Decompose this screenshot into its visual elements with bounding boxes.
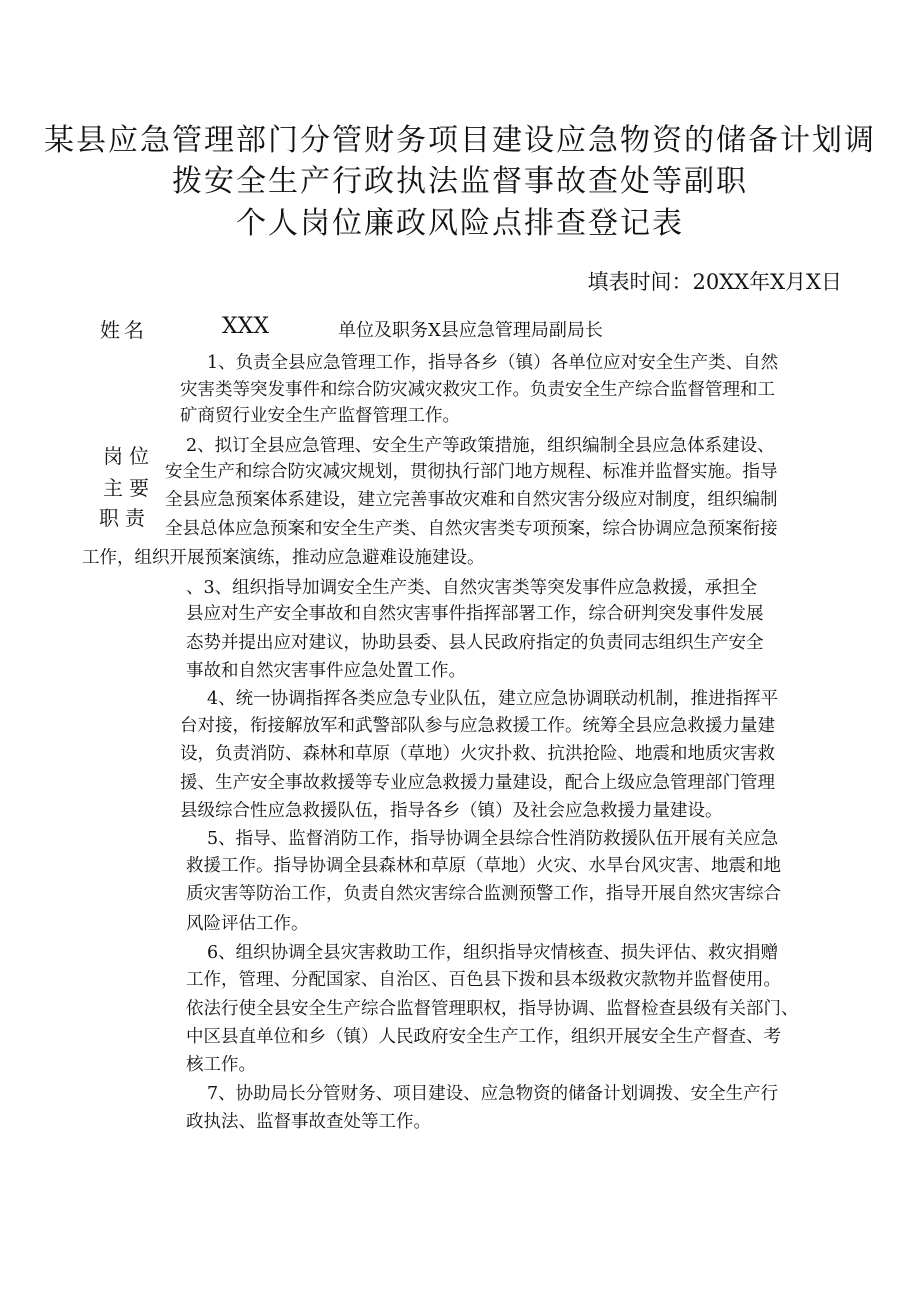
duty-line: 7、协助局长分管财务、项目建设、应急物资的储备计划调拨、安全生产行	[207, 1084, 779, 1104]
duty-line: 依法行使全县安全生产综合监督管理职权，指导协调、监督检查县级有关部门、	[186, 999, 799, 1019]
duty-line: 县应对生产安全事故和自然灾害事件指挥部署工作，综合研判突发事件发展	[186, 604, 764, 624]
duty-line: 矿商贸行业安全生产监督管理工作。	[180, 406, 460, 426]
duty-line: 设，负责消防、森林和草原（草地）火灾扑救、抗洪抢险、地震和地质灾害救	[180, 744, 775, 764]
duty-line: 全县总体应急预案和安全生产类、自然灾害类专项预案，综合协调应急预案衔接	[165, 519, 778, 539]
duty-line: 全县应急预案体系建设，建立完善事故灾难和自然灾害分级应对制度，组织编制	[165, 490, 778, 510]
name-value: XXX	[222, 314, 269, 339]
duty-line: 2、拟订全县应急管理、安全生产等政策措施，组织编制全县应急体系建设、	[186, 436, 775, 456]
duty-line: 安全生产和综合防灾减灾规划，贯彻执行部门地方规程、标准并监督实施。指导	[165, 462, 778, 482]
duty-line: 6、组织协调全县灾害救助工作，组织指导灾情核查、损失评估、救灾捐赠	[207, 943, 779, 963]
duty-line: 风险评估工作。	[186, 914, 309, 934]
side-label-2: 主要	[103, 476, 155, 500]
fill-date: 填表时间：20XX年X月X日	[587, 270, 842, 294]
unit-position: 单位及职务X县应急管理局副局长	[338, 320, 603, 341]
side-label-1: 岗位	[103, 444, 155, 468]
duty-line: 5、指导、监督消防工作，指导协调全县综合性消防救援队伍开展有关应急	[207, 829, 779, 849]
duty-line: 台对接，衔接解放军和武警部队参与应急救援工作。统筹全县应急救援力量建	[180, 716, 775, 736]
duty-line: 、3、组织指导加调安全生产类、自然灾害类等突发事件应急救援，承担全	[186, 578, 758, 598]
duty-line: 态势并提出应对建议，协助县委、县人民政府指定的负责同志组织生产安全	[186, 633, 764, 653]
duty-line: 县级综合性应急救援队伍，指导各乡（镇）及社会应急救援力量建设。	[180, 801, 723, 821]
duty-line: 工作，组织开展预案演练，推动应急避难设施建设。	[82, 548, 485, 568]
duty-line: 核工作。	[186, 1055, 256, 1075]
duty-line: 4、统一协调指挥各类应急专业队伍，建立应急协调联动机制，推进指挥平	[207, 689, 779, 709]
duty-line: 1、负责全县应急管理工作，指导各乡（镇）各单位应对安全生产类、自然	[207, 353, 779, 373]
title-line-1: 某县应急管理部门分管财务项目建设应急物资的储备计划调	[44, 123, 876, 158]
duty-line: 灾害类等突发事件和综合防灾减灾救灾工作。负责安全生产综合监督管理和工	[180, 380, 775, 400]
duty-line: 中区县直单位和乡（镇）人民政府安全生产工作，组织开展安全生产督查、考	[186, 1027, 781, 1047]
title-line-3: 个人岗位廉政风险点排查登记表	[236, 206, 684, 241]
duty-line: 质灾害等防治工作，负责自然灾害综合监测预警工作，指导开展自然灾害综合	[186, 884, 781, 904]
duty-line: 救援工作。指导协调全县森林和草原（草地）火灾、水旱台风灾害、地震和地	[186, 856, 781, 876]
side-label-3: 职责	[99, 506, 151, 530]
duty-line: 事故和自然灾害事件应急处置工作。	[186, 661, 466, 681]
duty-line: 工作，管理、分配国家、自治区、百色县下拨和县本级救灾款物并监督使用。	[186, 970, 781, 990]
title-line-2: 拨安全生产行政执法监督事故查处等副职	[172, 164, 748, 199]
name-label: 姓名	[100, 318, 148, 342]
duty-line: 援、生产安全事故救援等专业应急救援力量建设，配合上级应急管理部门管理	[180, 773, 775, 793]
duty-line: 政执法、监督事故查处等工作。	[186, 1112, 431, 1132]
